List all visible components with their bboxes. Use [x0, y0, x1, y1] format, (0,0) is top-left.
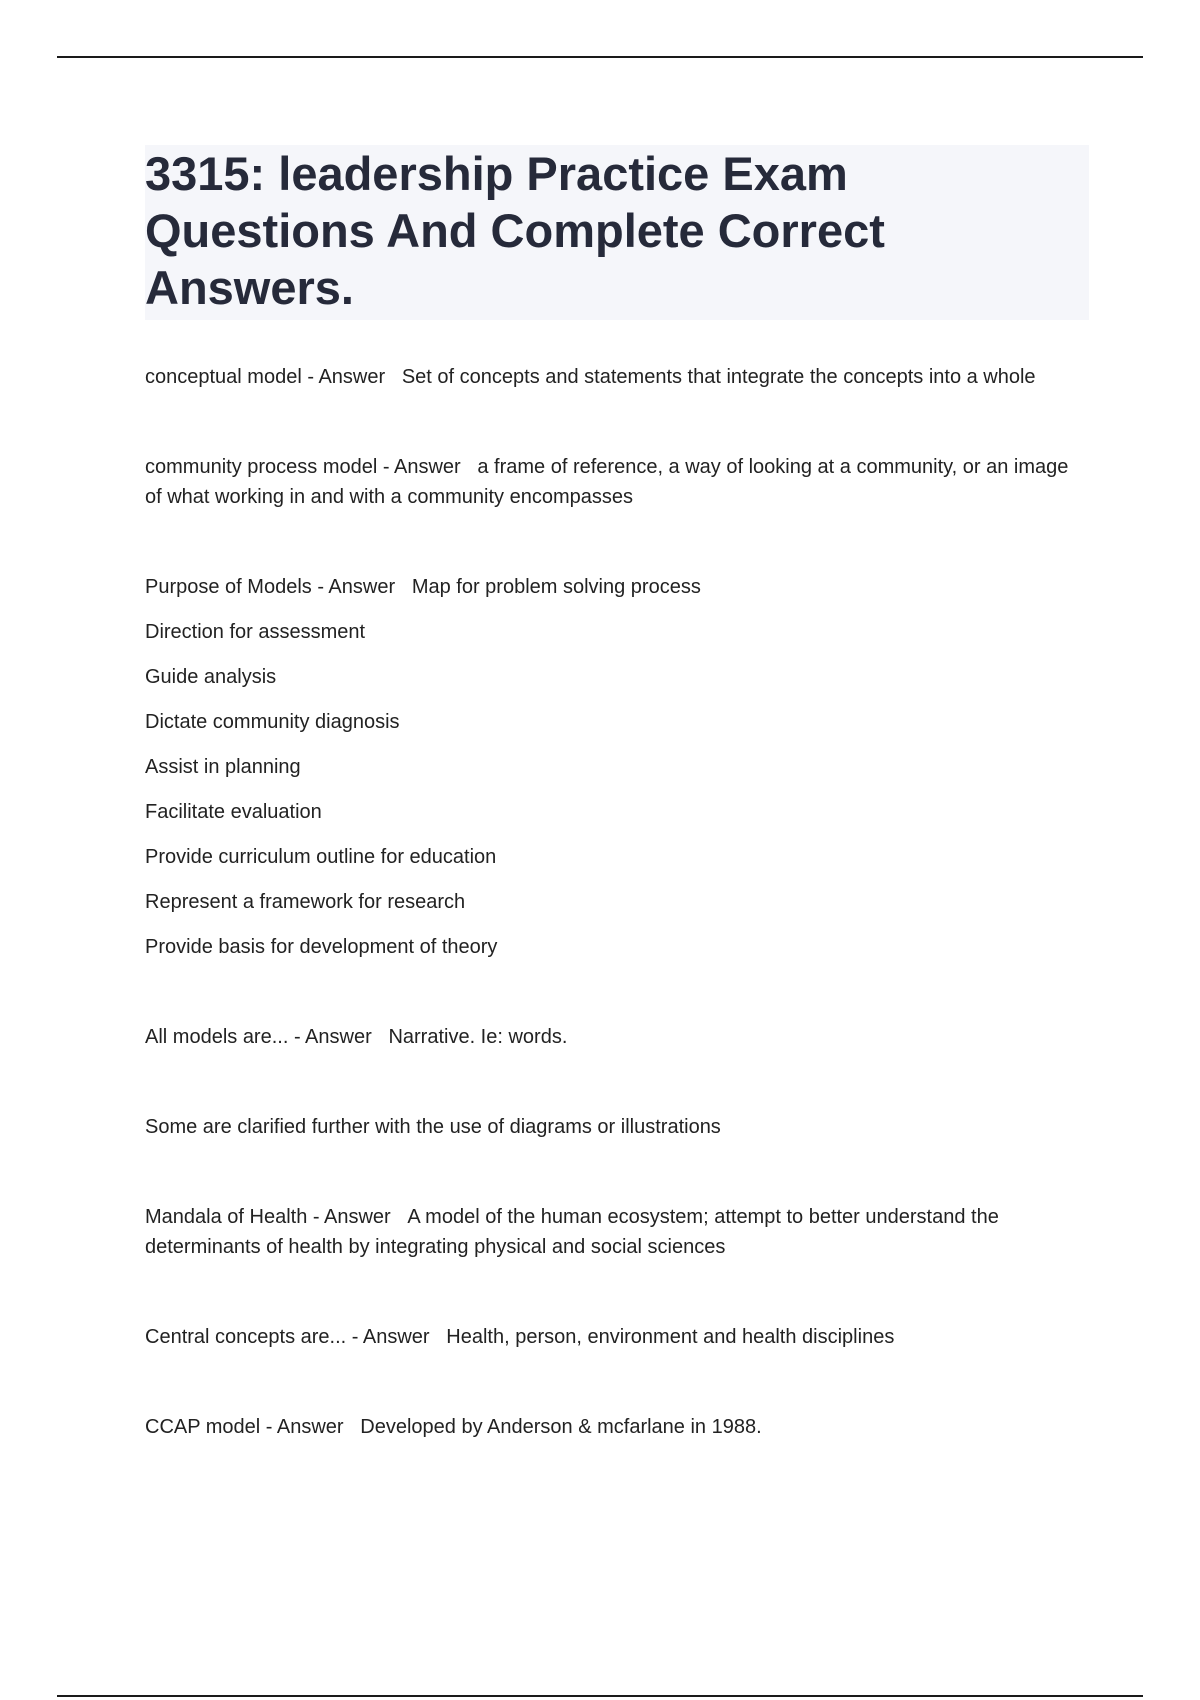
qa-answer: Set of concepts and statements that integrate the concepts into a whole	[401, 366, 1036, 388]
list-item: Facilitate evaluation	[145, 801, 322, 823]
qa-term: conceptual model	[145, 366, 302, 388]
document-title: 3315: leadership Practice Exam Questions And Complete Correct Answers.	[145, 145, 1089, 320]
qa-entry-purpose-of-models	[145, 572, 1089, 602]
qa-separator: - Answer	[377, 456, 467, 478]
qa-separator: - Answer	[288, 1026, 378, 1048]
qa-entry-central-concepts	[145, 1322, 1089, 1352]
bottom-rule	[57, 1695, 1143, 1697]
qa-term: Central concepts are...	[145, 1326, 347, 1348]
list-item: Provide curriculum outline for education	[145, 846, 497, 868]
top-rule	[57, 56, 1143, 58]
qa-term: CCAP model	[145, 1416, 261, 1438]
qa-entry-community-process-model	[145, 452, 1089, 512]
list-item: Guide analysis	[145, 666, 277, 688]
qa-term: All models are...	[145, 1026, 289, 1048]
qa-separator: - Answer	[307, 1206, 397, 1228]
qa-answer: Health, person, environment and health disciplines	[446, 1326, 895, 1348]
qa-separator: - Answer	[260, 1416, 350, 1438]
list-item: Represent a framework for research	[145, 891, 466, 913]
qa-separator: - Answer	[301, 366, 391, 388]
qa-entry-conceptual-model	[145, 362, 1089, 392]
qa-entry-mandala-of-health	[145, 1202, 1089, 1262]
list-item: Direction for assessment	[145, 621, 366, 643]
qa-answer: Developed by Anderson & mcfarlane in 1988.	[360, 1416, 762, 1438]
document-body	[145, 145, 1089, 1442]
qa-term: community process model	[145, 456, 378, 478]
qa-answer: Narrative. Ie: words.	[388, 1026, 568, 1048]
note-diagrams: Some are clarified further with the use of diagrams or illustrations	[145, 1116, 721, 1138]
list-item: Dictate community diagnosis	[145, 711, 400, 733]
qa-separator: - Answer	[346, 1326, 436, 1348]
list-item: Assist in planning	[145, 756, 301, 778]
qa-term: Mandala of Health	[145, 1206, 308, 1228]
qa-entry-ccap-model	[145, 1412, 1089, 1442]
qa-separator: - Answer	[311, 576, 401, 598]
qa-answer: a frame of reference, a way of looking at a community, or an image of what working in and with a community encompasses	[145, 456, 1069, 508]
list-item: Provide basis for development of theory	[145, 936, 498, 958]
qa-answer: A model of the human ecosystem; attempt to better understand the determinants of health by integrating physical and social sciences	[145, 1206, 999, 1258]
qa-answer: Map for problem solving process	[411, 576, 701, 598]
qa-term: Purpose of Models	[145, 576, 312, 598]
qa-entry-all-models-are	[145, 1022, 1089, 1052]
